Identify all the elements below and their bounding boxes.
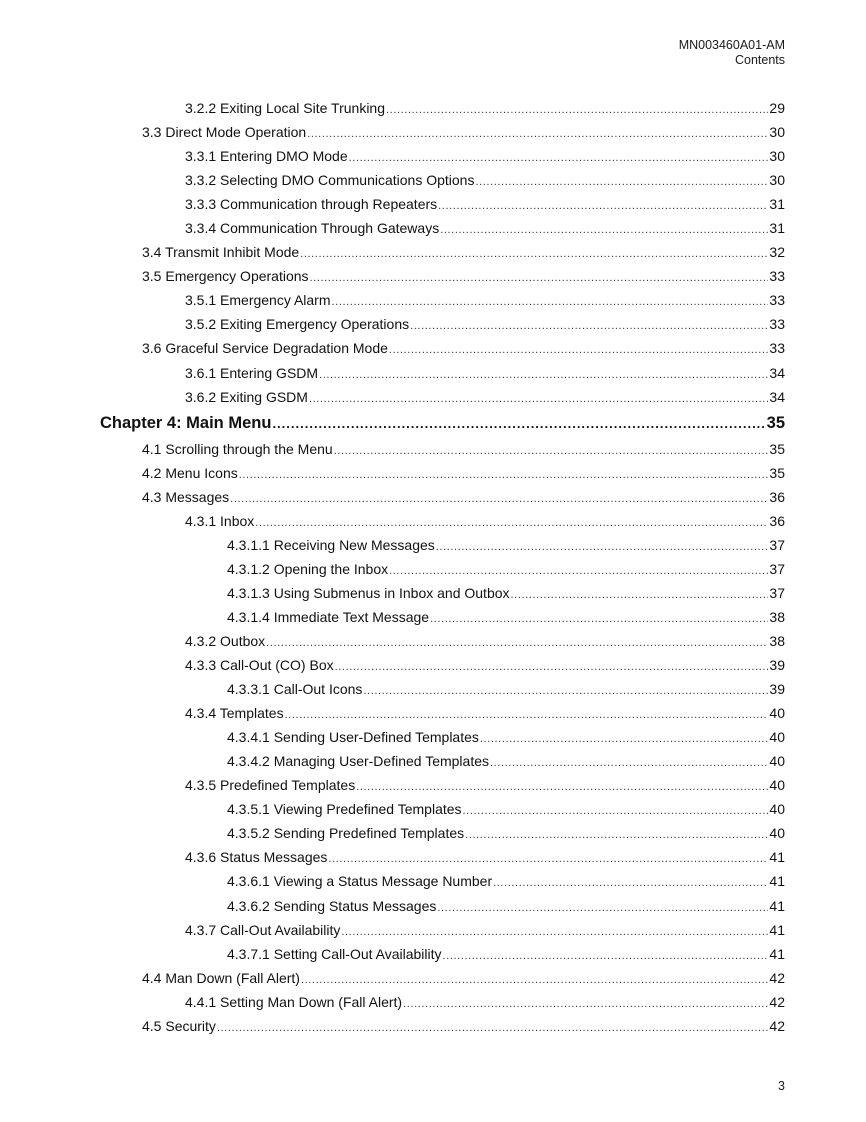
toc-entry-page: 40 [769,777,785,794]
toc-dot-leader [328,847,768,871]
toc-entry-page: 41 [769,849,785,866]
toc-entry-title: 4.4 Man Down (Fall Alert) [142,969,300,986]
toc-entry-page: 33 [769,316,785,333]
table-of-contents [0,96,866,1038]
toc-dot-leader [363,679,768,703]
toc-entry-page: 41 [769,873,785,890]
toc-entry-title: 3.3.2 Selecting DMO Communications Options [185,172,475,189]
toc-entry-page: 40 [769,729,785,746]
toc-entry[interactable] [0,509,866,533]
toc-entry-page: 42 [769,1017,785,1034]
toc-dot-leader [410,314,768,338]
toc-dot-leader [386,98,768,122]
toc-entry[interactable] [0,629,866,653]
toc-entry[interactable] [0,869,866,893]
toc-dot-leader [493,871,768,895]
toc-entry[interactable] [0,557,866,581]
toc-entry[interactable] [0,120,866,144]
toc-entry-page: 36 [769,488,785,505]
toc-entry[interactable] [0,677,866,701]
toc-entry-title: 4.3.3.1 Call-Out Icons [227,681,363,698]
toc-dot-leader [480,727,769,751]
toc-entry-title: 4.3.1.1 Receiving New Messages [227,536,435,553]
toc-entry-page: 33 [769,268,785,285]
toc-entry-page: 33 [769,340,785,357]
toc-entry-title: 3.5.1 Emergency Alarm [185,292,331,309]
toc-entry-page: 37 [769,536,785,553]
toc-entry-title: 4.3.5.2 Sending Predefined Templates [227,825,465,842]
toc-entry-page: 34 [769,364,785,381]
toc-dot-leader [309,387,768,411]
toc-entry-page: 37 [769,584,785,601]
toc-entry-title: 4.3.5 Predefined Templates [185,777,356,794]
toc-entry-page: 40 [769,801,785,818]
toc-entry-title: 4.3.7 Call-Out Availability [185,921,341,938]
toc-entry-page: 40 [769,825,785,842]
toc-entry-title: 3.3.3 Communication through Repeaters [185,196,438,213]
toc-entry-page: 42 [769,993,785,1010]
toc-entry-page: 42 [769,969,785,986]
toc-dot-leader [389,338,769,362]
toc-dot-leader [319,363,768,387]
toc-entry[interactable] [0,485,866,509]
toc-dot-leader [465,823,768,847]
toc-entry[interactable] [0,653,866,677]
toc-entry[interactable] [0,264,866,288]
toc-entry-page: 40 [769,753,785,770]
toc-dot-leader [301,968,768,992]
toc-entry-page: 38 [769,632,785,649]
toc-entry-page: 31 [769,196,785,213]
toc-entry-page: 36 [769,512,785,529]
toc-entry-page: 41 [769,921,785,938]
document-id: MN003460A01-AM [678,38,785,52]
toc-entry[interactable] [0,725,866,749]
toc-dot-leader [403,992,768,1016]
toc-entry-page: 31 [769,220,785,237]
toc-entry-title: 4.4.1 Setting Man Down (Fall Alert) [185,993,403,1010]
toc-entry-page: 39 [769,681,785,698]
toc-dot-leader [349,146,769,170]
toc-entry-page: 39 [769,657,785,674]
toc-entry-page: 32 [769,244,785,261]
toc-entry-title: Chapter 4: Main Menu [100,413,272,432]
toc-entry[interactable] [0,96,866,120]
toc-entry[interactable] [0,216,866,240]
toc-dot-leader [239,463,769,487]
toc-entry-page: 29 [769,100,785,116]
toc-dot-leader [436,535,769,559]
toc-entry-title: 4.3.6.2 Sending Status Messages [227,897,437,914]
toc-dot-leader [511,583,769,607]
toc-entry-title: 3.3.4 Communication Through Gateways [185,220,440,237]
toc-entry-page: 41 [769,945,785,962]
toc-dot-leader [389,559,768,583]
toc-entry-title: 3.4 Transmit Inhibit Mode [142,244,300,261]
toc-entry-page: 41 [769,897,785,914]
toc-entry[interactable] [0,845,866,869]
toc-entry-page: 30 [769,148,785,165]
page-header [679,38,785,68]
toc-entry-title: 4.3.6.1 Viewing a Status Message Number [227,873,493,890]
toc-entry[interactable] [0,437,866,461]
toc-dot-leader [300,242,768,266]
toc-entry[interactable] [0,749,866,773]
toc-entry-page: 40 [769,705,785,722]
toc-entry-page: 33 [769,292,785,309]
toc-entry-page: 38 [769,608,785,625]
toc-entry[interactable] [0,1014,866,1038]
toc-entry[interactable] [0,797,866,821]
toc-dot-leader [437,896,768,920]
toc-dot-leader [341,920,768,944]
toc-entry-title: 4.3.7.1 Setting Call-Out Availability [227,945,442,962]
toc-entry-title: 4.3.4.1 Sending User-Defined Templates [227,729,479,746]
toc-dot-leader [217,1016,768,1040]
toc-entry-title: 4.3.4 Templates [185,705,284,722]
toc-entry-title: 4.3.1 Inbox [185,512,255,529]
toc-dot-leader [443,944,769,968]
toc-entry-page: 35 [769,464,785,481]
toc-entry-title: 3.2.2 Exiting Local Site Trunking [185,100,386,116]
toc-dot-leader [335,655,769,679]
page-number: 3 [778,1079,785,1093]
toc-entry-page: 35 [766,413,785,432]
toc-entry-title: 4.3.5.1 Viewing Predefined Templates [227,801,462,818]
toc-dot-leader [230,487,768,511]
toc-entry-page: 35 [769,440,785,457]
toc-dot-leader [266,631,768,655]
toc-dot-leader [430,607,768,631]
toc-entry[interactable] [0,192,866,216]
toc-entry[interactable] [0,240,866,264]
toc-entry[interactable] [0,918,866,942]
toc-dot-leader [307,122,768,146]
toc-entry[interactable] [0,361,866,385]
toc-dot-leader [490,751,768,775]
toc-entry-page: 34 [769,388,785,405]
toc-entry-page: 37 [769,560,785,577]
toc-entry[interactable] [0,821,866,845]
toc-entry[interactable] [0,168,866,192]
toc-entry[interactable] [0,461,866,485]
toc-entry-page: 30 [769,124,785,141]
toc-dot-leader [332,290,769,314]
toc-dot-leader [356,775,768,799]
toc-dot-leader [440,218,768,242]
toc-dot-leader [334,439,769,463]
section-name: Contents [734,53,785,67]
toc-entry-title: 4.3.3 Call-Out (CO) Box [185,657,334,674]
toc-entry[interactable] [0,533,866,557]
toc-entry-title: 4.3 Messages [142,488,230,505]
toc-dot-leader [285,703,769,727]
toc-entry-title: 4.3.2 Outbox [185,632,266,649]
toc-entry[interactable] [0,288,866,312]
toc-dot-leader [310,266,769,290]
toc-entry-page: 30 [769,172,785,189]
toc-entry-title: 3.3.1 Entering DMO Mode [185,148,348,165]
toc-entry-title: 4.3.1.3 Using Submenus in Inbox and Outbox [227,584,510,601]
toc-entry-title: 4.3.4.2 Managing User-Defined Templates [227,753,490,770]
toc-entry[interactable] [0,312,866,336]
toc-entry-title: 3.6 Graceful Service Degradation Mode [142,340,388,357]
toc-entry-title: 3.5 Emergency Operations [142,268,309,285]
toc-entry-title: 4.1 Scrolling through the Menu [142,440,333,457]
toc-entry[interactable] [0,942,866,966]
toc-dot-leader [475,170,768,194]
toc-entry-title: 3.3 Direct Mode Operation [142,124,307,141]
toc-entry-title: 3.5.2 Exiting Emergency Operations [185,316,410,333]
toc-entry-title: 3.6.1 Entering GSDM [185,364,319,381]
toc-entry[interactable] [0,605,866,629]
toc-entry[interactable] [0,773,866,797]
toc-dot-leader [463,799,769,823]
toc-entry[interactable] [0,385,866,409]
toc-entry-title: 4.5 Security [142,1017,216,1034]
toc-entry[interactable] [0,336,866,360]
toc-entry[interactable] [0,966,866,990]
toc-dot-leader [438,194,768,218]
toc-entry[interactable] [0,990,866,1014]
toc-entry-title: 4.3.6 Status Messages [185,849,328,866]
toc-entry[interactable] [0,701,866,725]
toc-entry-title: 4.3.1.4 Immediate Text Message [227,608,430,625]
toc-chapter-entry[interactable] [0,409,866,437]
toc-entry[interactable] [0,894,866,918]
toc-entry-title: 4.3.1.2 Opening the Inbox [227,560,389,577]
toc-dot-leader [272,410,765,438]
toc-entry-title: 4.2 Menu Icons [142,464,238,481]
toc-entry-title: 3.6.2 Exiting GSDM [185,388,308,405]
toc-entry[interactable] [0,144,866,168]
toc-entry[interactable] [0,581,866,605]
toc-dot-leader [255,511,768,535]
